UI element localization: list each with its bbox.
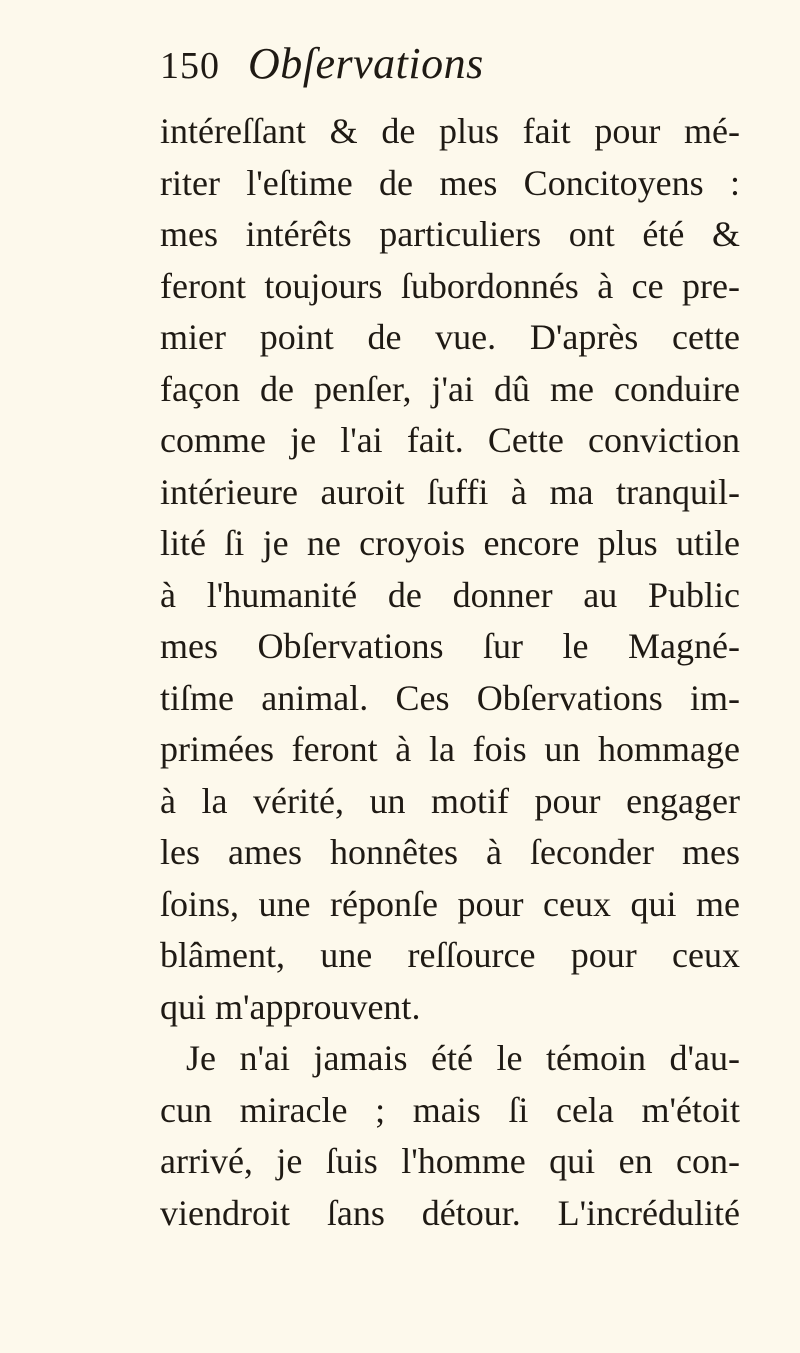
running-title: Obſervations	[248, 39, 484, 88]
text-line: primées feront à la fois un hommage	[160, 729, 740, 769]
text-line: intérieure auroit ſuffi à ma tranquil-	[160, 471, 740, 512]
page-header	[160, 38, 680, 98]
text-line: qui m'approuvent.	[160, 986, 421, 1027]
text-line: les ames honnêtes à ſeconder mes	[160, 832, 740, 872]
text-line: ſoins, une réponſe pour ceux qui me	[160, 883, 740, 924]
text-line: riter l'eſtime de mes Concitoyens :	[160, 162, 740, 203]
text-line: tiſme animal. Ces Obſervations im-	[160, 677, 740, 718]
text-line: blâment, une reſſource pour ceux	[160, 935, 740, 975]
text-line: comme je l'ai fait. Cette conviction	[160, 420, 740, 460]
page-number: 150	[160, 45, 220, 87]
text-line: à l'humanité de donner au Public	[160, 574, 740, 615]
text-line: façon de penſer, j'ai dû me conduire	[160, 368, 740, 409]
text-line: mes intérêts particuliers ont été &	[160, 214, 740, 254]
text-line: Je n'ai jamais été le témoin d'au-	[186, 1038, 740, 1078]
text-line: à la vérité, un motif pour engager	[160, 780, 740, 821]
text-line: mes Obſervations ſur le Magné-	[160, 626, 740, 666]
text-line: arrivé, je ſuis l'homme qui en con-	[160, 1141, 740, 1181]
text-line: lité ſi je ne croyois encore plus utile	[160, 523, 740, 563]
text-line: cun miracle ; mais ſi cela m'étoit	[160, 1089, 740, 1130]
text-line: viendroit ſans détour. L'incrédulité	[160, 1192, 740, 1233]
body-text	[160, 106, 740, 1239]
text-line: feront toujours ſubordonnés à ce pre-	[160, 265, 740, 306]
text-line: intéreſſant & de plus fait pour mé-	[160, 111, 740, 151]
text-line: mier point de vue. D'après cette	[160, 317, 740, 357]
